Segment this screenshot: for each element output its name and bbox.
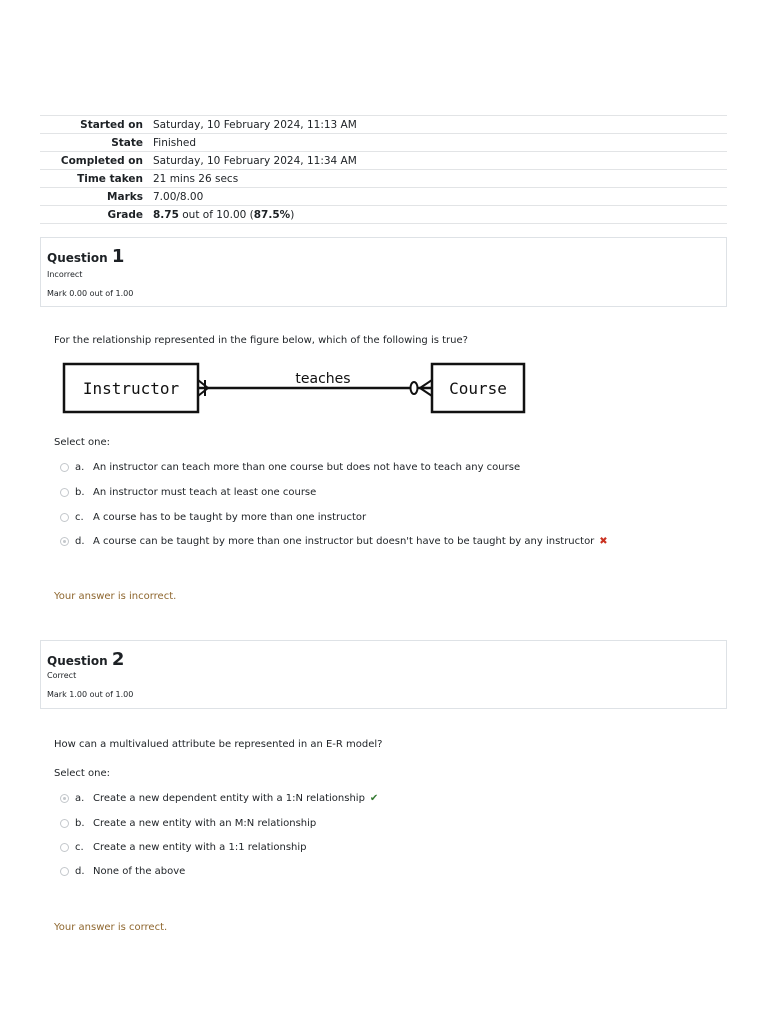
check-icon: ✔ — [369, 792, 379, 804]
question-2-select-label: Select one: — [54, 768, 111, 779]
option-letter: d. — [75, 865, 85, 877]
option-text: Create a new dependent entity with a 1:N relationship — [93, 792, 365, 804]
radio-button[interactable] — [60, 819, 69, 828]
question-state: Correct — [47, 671, 77, 680]
option-text: Create a new entity with a 1:1 relationship — [93, 841, 307, 853]
question-title-label: Question — [47, 251, 112, 265]
option-letter: d. — [75, 535, 85, 547]
option-letter: c. — [75, 511, 84, 523]
cross-icon: ✖ — [599, 535, 608, 547]
grade-text-end: ) — [290, 208, 295, 221]
question-1-option-a[interactable] — [60, 459, 520, 475]
radio-button[interactable] — [60, 488, 69, 497]
question-2-option-b[interactable] — [60, 815, 316, 831]
summary-label: Time taken — [77, 172, 143, 185]
summary-row-time-taken — [40, 170, 727, 188]
question-1-info — [40, 237, 727, 307]
question-mark: Mark 0.00 out of 1.00 — [47, 289, 134, 298]
summary-label: Completed on — [60, 154, 143, 167]
option-letter: b. — [75, 817, 85, 829]
radio-button[interactable] — [60, 513, 69, 522]
question-mark: Mark 1.00 out of 1.00 — [47, 690, 134, 699]
question-number: 2 — [111, 649, 125, 670]
question-2-info — [40, 640, 727, 709]
question-2-option-d[interactable] — [60, 863, 185, 879]
summary-value: 21 mins 26 secs — [153, 172, 239, 185]
question-2-feedback: Your answer is correct. — [54, 922, 168, 933]
option-text: A course can be taught by more than one instructor but doesn't have to be taught by any instructor — [93, 535, 595, 547]
radio-button[interactable] — [60, 867, 69, 876]
question-1-option-b[interactable] — [60, 484, 316, 500]
course-entity-label: Course — [449, 379, 507, 398]
question-1-text: For the relationship represented in the figure below, which of the following is true? — [54, 335, 468, 346]
question-2-text: How can a multivalued attribute be represented in an E-R model? — [54, 739, 383, 750]
radio-button[interactable] — [60, 463, 69, 472]
summary-label: Marks — [107, 190, 143, 203]
option-text: A course has to be taught by more than one instructor — [93, 511, 367, 523]
summary-row-marks — [40, 188, 727, 206]
question-state: Incorrect — [47, 270, 83, 279]
question-1-option-c[interactable] — [60, 509, 366, 525]
attempt-summary-table — [40, 115, 727, 224]
question-number: 1 — [111, 246, 125, 267]
option-letter: b. — [75, 486, 85, 498]
option-letter: a. — [75, 461, 85, 473]
option-text: An instructor must teach at least one course — [93, 486, 317, 498]
option-letter: a. — [75, 792, 85, 804]
question-2-option-a[interactable] — [60, 790, 378, 806]
relationship-label: teaches — [295, 371, 351, 387]
summary-value: Saturday, 10 February 2024, 11:34 AM — [153, 154, 357, 167]
summary-label: Started on — [80, 118, 143, 131]
question-1-select-label: Select one: — [54, 437, 111, 448]
option-text: An instructor can teach more than one course but does not have to teach any course — [93, 461, 521, 473]
question-title — [47, 246, 124, 267]
grade-value — [153, 206, 727, 224]
radio-button-selected[interactable] — [60, 537, 69, 546]
summary-row-completed — [40, 152, 727, 170]
question-1-feedback: Your answer is incorrect. — [54, 591, 177, 602]
summary-label: State — [111, 136, 143, 149]
grade-score: 8.75 — [153, 208, 179, 221]
summary-label: Grade — [107, 208, 143, 221]
summary-value: 7.00/8.00 — [153, 190, 204, 203]
question-title — [47, 649, 124, 670]
summary-row-started — [40, 116, 727, 134]
question-1-option-d[interactable] — [60, 533, 608, 549]
option-text: Create a new entity with an M:N relationship — [93, 817, 317, 829]
er-diagram — [62, 362, 528, 416]
question-title-label: Question — [47, 654, 112, 668]
option-letter: c. — [75, 841, 84, 853]
instructor-entity-label: Instructor — [82, 379, 180, 398]
summary-value: Saturday, 10 February 2024, 11:13 AM — [153, 118, 357, 131]
zero-circle-right — [411, 382, 418, 394]
summary-row-grade — [40, 206, 727, 224]
grade-percent: 87.5% — [253, 208, 291, 221]
radio-button-selected[interactable] — [60, 794, 69, 803]
summary-value: Finished — [153, 136, 197, 149]
question-2-option-c[interactable] — [60, 839, 307, 855]
radio-button[interactable] — [60, 843, 69, 852]
grade-text: out of 10.00 ( — [178, 208, 254, 221]
summary-row-state — [40, 134, 727, 152]
option-text: None of the above — [93, 865, 186, 877]
